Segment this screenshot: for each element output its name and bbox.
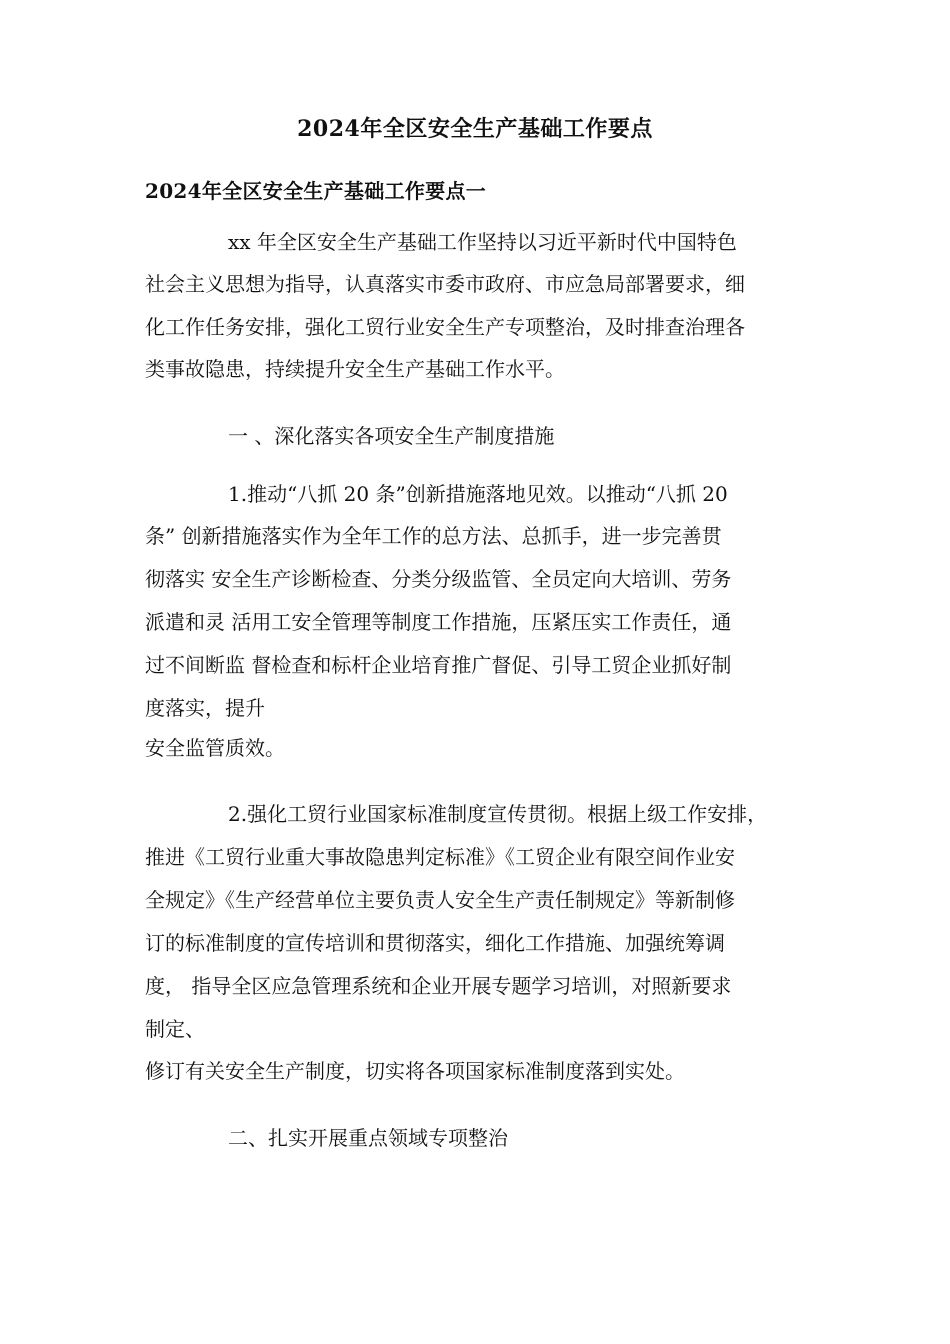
item2-line: 订的标准制度的宣传培训和贯彻落实，细化工作措施、加强统筹调 bbox=[145, 931, 725, 955]
item2-line: 2.强化工贸行业国家标准制度宣传贯彻。根据上级工作安排， bbox=[228, 802, 768, 826]
item2-line: 制定、 bbox=[145, 1017, 205, 1041]
item1-line: 安全监管质效。 bbox=[145, 736, 285, 760]
document-subtitle: 2024年全区安全生产基础工作要点一 bbox=[145, 179, 487, 203]
item2-line: 度， 指导全区应急管理系统和企业开展专题学习培训，对照新要求 bbox=[145, 974, 732, 998]
section-heading-1: 一 、深化落实各项安全生产制度措施 bbox=[228, 424, 555, 448]
item1-line: 过不间断监 督检查和标杆企业培育推广督促、引导工贸企业抓好制 bbox=[145, 653, 732, 677]
document-title: 2024年全区安全生产基础工作要点 bbox=[297, 116, 653, 142]
item2-line: 全规定》《生产经营单位主要负责人安全生产责任制规定》等新制修 bbox=[145, 888, 735, 912]
item1-line: 条” 创新措施落实作为全年工作的总方法、总抓手，进一步完善贯 bbox=[145, 524, 722, 548]
intro-line: 社会主义思想为指导，认真落实市委市政府、市应急局部署要求，细 bbox=[145, 272, 745, 296]
item1-line: 派遣和灵 活用工安全管理等制度工作措施，压紧压实工作责任，通 bbox=[145, 610, 732, 634]
item1-line: 度落实，提升 bbox=[145, 696, 265, 720]
section-heading-2: 二、扎实开展重点领域专项整治 bbox=[228, 1126, 508, 1150]
item1-line: 彻落实 安全生产诊断检查、分类分级监管、全员定向大培训、劳务 bbox=[145, 567, 732, 591]
intro-line: xx 年全区安全生产基础工作坚持以习近平新时代中国特色 bbox=[228, 230, 737, 254]
item1-line: 1.推动“八抓 20 条”创新措施落地见效。以推动“八抓 20 bbox=[228, 482, 728, 506]
item2-line: 修订有关安全生产制度，切实将各项国家标准制度落到实处。 bbox=[145, 1059, 685, 1083]
intro-line: 化工作任务安排，强化工贸行业安全生产专项整治，及时排查治理各 bbox=[145, 315, 745, 339]
item2-line: 推进《工贸行业重大事故隐患判定标准》《工贸企业有限空间作业安 bbox=[145, 845, 735, 869]
intro-line: 类事故隐患，持续提升安全生产基础工作水平。 bbox=[145, 357, 565, 381]
